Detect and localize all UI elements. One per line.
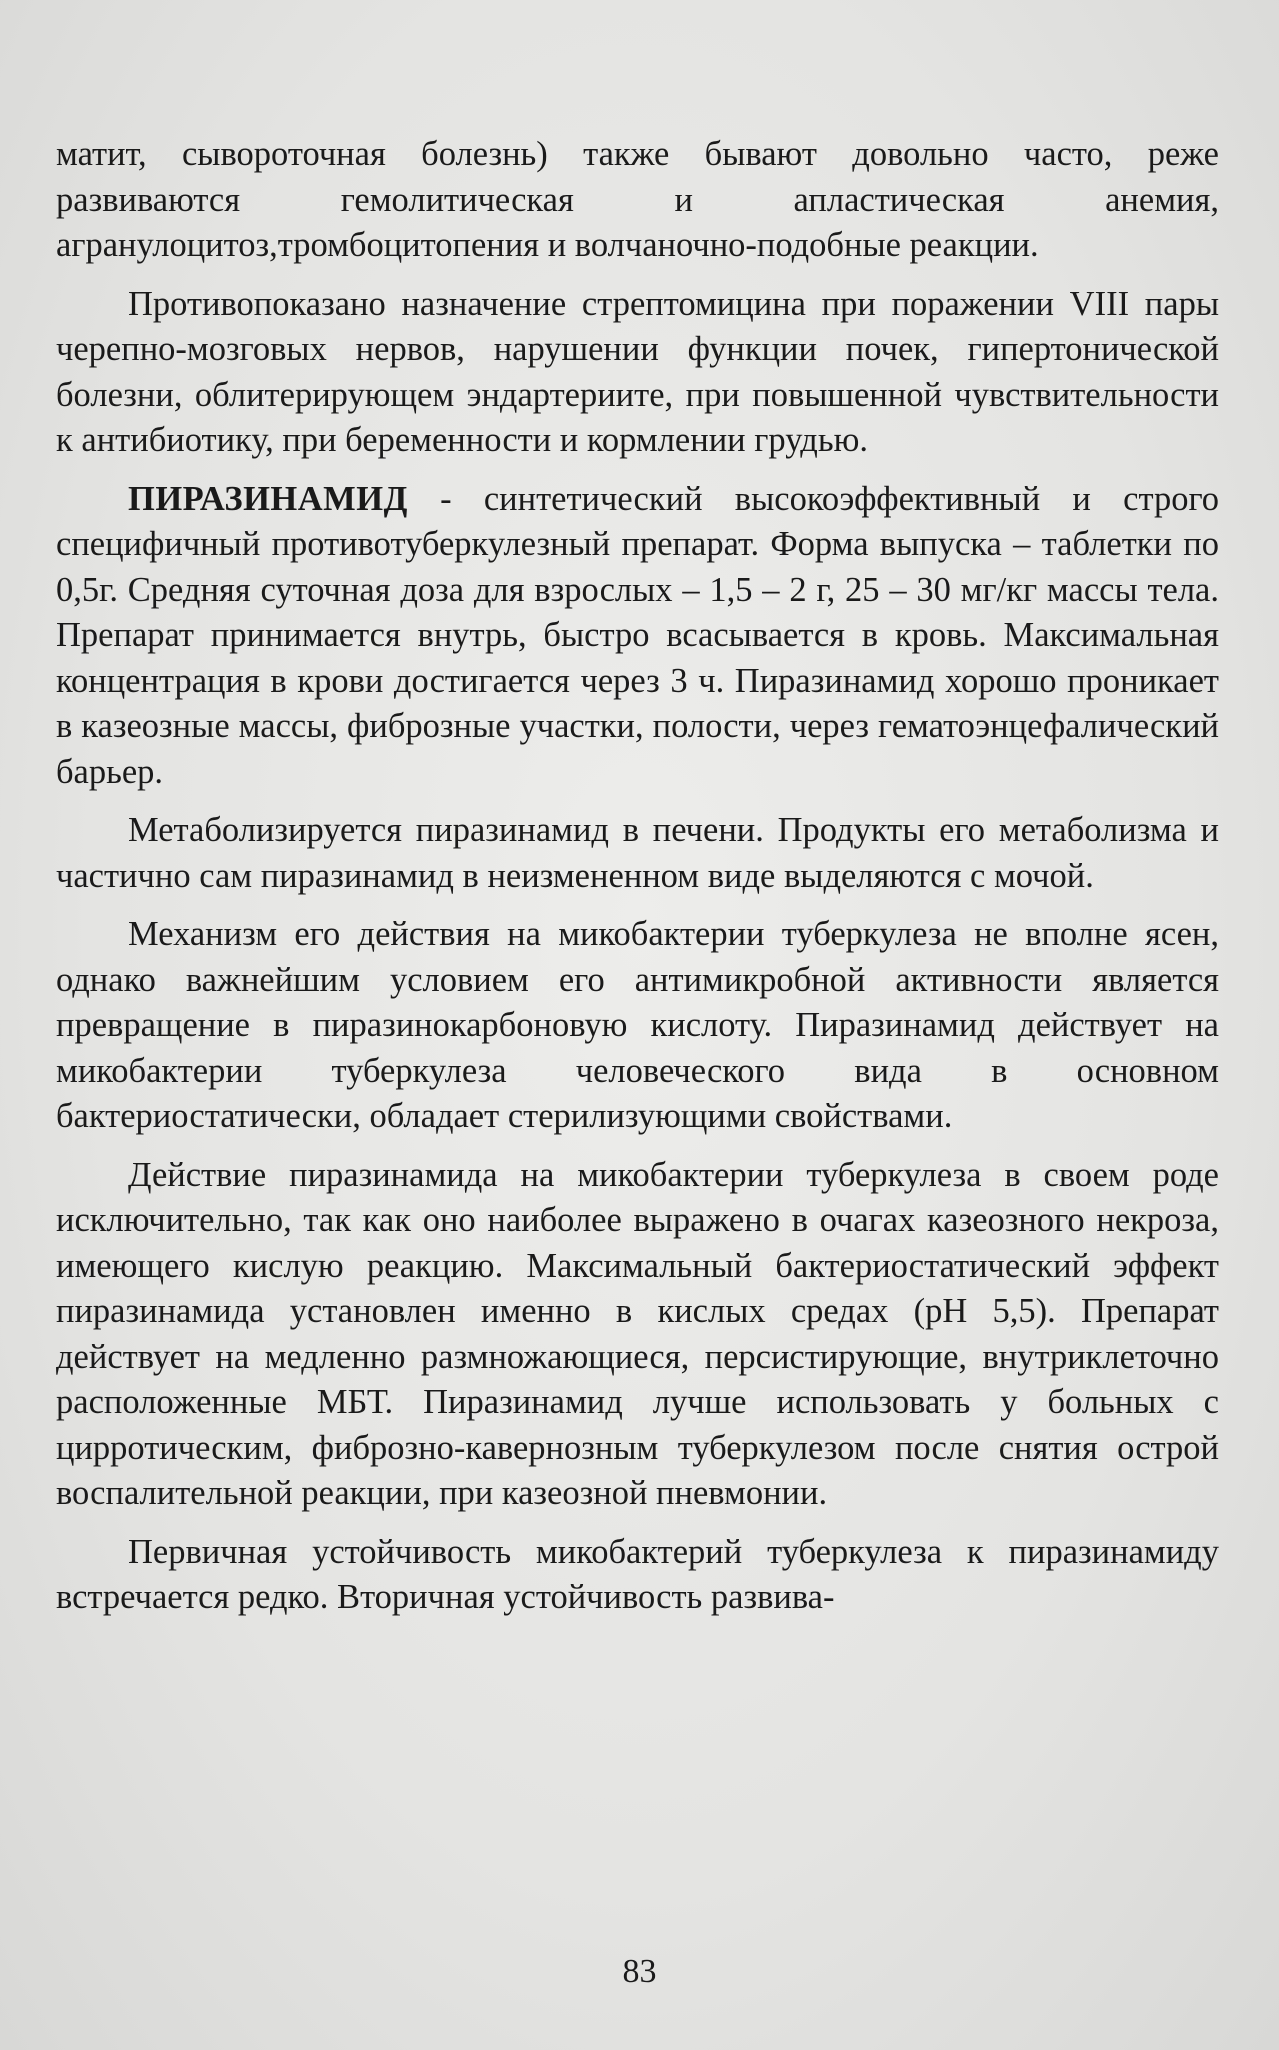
paragraph-text: Метаболизируется пиразинамид в печени. Продукты его метаболизма и частично сам пиразинамид в неизмененном виде выделяются с мочой.	[56, 811, 1219, 895]
paragraph-side-effects-continued	[56, 132, 1219, 269]
text-body	[56, 132, 1219, 1621]
paragraph-text: Механизм его действия на микобактерии туберкулеза не вполне ясен, однако важнейшим условием его антимикробной активности является превращение в пиразинокарбоновую кислоту. Пиразинамид действует на микобактерии туберкулеза человеческого вида в основном бактериостатически, обладает стерилизующими свойствами.	[56, 915, 1219, 1135]
paragraph-contraindications	[56, 282, 1219, 464]
paragraph-metabolism	[56, 808, 1219, 899]
paragraph-resistance	[56, 1530, 1219, 1621]
page-number: 83	[622, 1953, 657, 1990]
paragraph-text: матит, сывороточная болезнь) также бывают довольно часто, реже развиваются гемолитическая и апластическая анемия, агранулоцитоз,тромбоцитопения и волчаночно-подобные реакции.	[56, 135, 1219, 264]
paragraph-text: Противопоказано назначение стрептомицина при поражении VIII пары черепно-мозговых нервов, нарушении функции почек, гипертонической болезни, облитерирующем эндартериите, при повышенной чувствительности к антибиотику, при беременности и кормлении грудью.	[56, 284, 1219, 459]
paragraph-text: - синтетический высокоэффективный и строго специфичный противотуберкулезный препарат. Форма выпуска – таблетки по 0,5г. Средняя суточная доза для взрослых – 1,5 – 2 г, 25 – 30 мг/кг массы тела. Препарат принимается внутрь, быстро всасывается в кровь. Максимальная концентрация в крови достигается через 3 ч. Пиразинамид хорошо проникает в казеозные массы, фиброзные участки, полости, через гематоэнцефалический барьер.	[56, 479, 1219, 791]
paragraph-pyrazinamide-intro	[56, 477, 1219, 796]
paragraph-text: Первичная устойчивость микобактерий туберкулеза к пиразинамиду встречается редко. Вторичная устойчивость развива-	[56, 1532, 1219, 1616]
drug-term-heading: ПИРАЗИНАМИД	[128, 479, 408, 518]
paragraph-text: Действие пиразинамида на микобактерии туберкулеза в своем роде исключительно, так как оно наиболее выражено в очагах казеозного некроза, имеющего кислую реакцию. Максимальный бактериостатический эффект пиразинамида установлен именно в кислых средах (рН 5,5). Препарат действует на медленно размножающиеся, персистирующие, внутриклеточно расположенные МБТ. Пиразинамид лучше использовать у больных с цирротическим, фиброзно-кавернозным туберкулезом после снятия острой воспалительной реакции, при казеозной пневмонии.	[56, 1155, 1219, 1512]
paragraph-action	[56, 1153, 1219, 1517]
paragraph-mechanism	[56, 912, 1219, 1140]
